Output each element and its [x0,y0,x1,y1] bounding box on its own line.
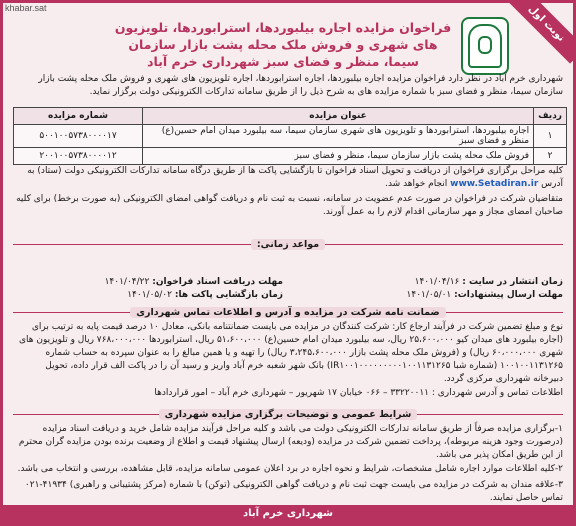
registration-paragraph: متقاضیان شرکت در فراخوان در صورت عدم عضویت در سامانه، نسبت به ثبت نام و دریافت گواهی امضای الکترونیکی (به صورت برخط) برای کلیه صاحبان امضای مجاز و مهر سازمانی اقدام لازم را به عمل آورند. [16,194,563,217]
terms-item-1: ۱-برگزاری مزایده صرفاً از طریق سامانه تدارکات الکترونیکی دولت می باشد و کلیه مراحل فرآیند مزایده شامل خرید و دریافت اسناد مزایده (درصورت وجود هزینه مربوطه)، پرداخت تضمین شرکت در مزایده (ودیعه) ارسال پیشنهاد قیمت و اطلاع از وضعیت برنده بودن مزایده گران محترم از این طریق امکان پذیر می باشد. [18,424,563,460]
doc-deadline: مهلت دریافت اسناد فراخوان: ۱۴۰۱/۰۴/۲۲ [104,277,283,287]
auction-table [13,107,567,165]
header-auction-number: شماره مزایده [14,108,143,125]
row-auction-number: ۵۰۰۱۰۰۵۷۳۸۰۰۰۰۱۷ [14,125,143,148]
logo-emblem-icon [468,24,502,68]
row-number: ۲ [534,148,567,165]
setad-link[interactable]: www.Setadiran.ir [450,179,539,189]
header-subject: عنوان مزایده [143,108,534,125]
publish-date: زمان انتشار در سایت : ۱۴۰۱/۰۴/۱۶ [414,277,563,287]
municipality-logo [461,17,509,75]
table-row [14,125,567,148]
table-row [14,148,567,165]
terms-heading: شرایط عمومی و توضیحات برگزاری مزایده شهرداری [159,409,418,420]
guarantee-heading: ضمانت نامه شرکت در مزایده و آدرس و اطلاعات تماس شهرداری [130,307,445,318]
row-auction-number: ۲۰۰۱۰۰۵۷۳۸۰۰۰۰۱۲ [14,148,143,165]
guarantee-paragraph: نوع و مبلغ تضمین شرکت در فرآیند ارجاع کار: شرکت کنندگان در مزایده می بایست ضمانتنامه بانکی، معادل ۱۰ درصد قیمت پایه به ترتیب برای (اجاره بیلبورد های میدان کیو ۲۵،۶۰۰،۰۰۰ ریال، سه بیلبورد میدان امام حسین(ع) ۵۱،۶۰۰،۰۰۰ ریال، استرابوردها ۷۶۸،۰۰۰،۰۰۰ ریال و تلویزیون های شهری ۶۰،۰۰۰،۰۰۰ ریال) و (فروش ملک محله پشت بازار ۳،۲۴۵،۶۰۰،۰۰۰ ریال) را تهیه و یا همین مبالغ را به عنوان سپرده به حساب شماره ۱۰۰۱۰۰۱۱۳۱۲۶۵ (شماره شبا IR۱۰۰۱۰۰۰۰۰۰۰۰۰۱۰۰۱۱۳۱۲۶۵) بانک شهر شعبه خرم آباد واریز و رسید آن را در پاکت الف قرار داده، تحویل دبیرخانه شهرداری مرکزی گردد. [18,322,563,384]
terms-section-header [13,407,563,421]
intro-paragraph: شهرداری خرم آباد در نظر دارد فراخوان مزایده اجاره بیلبوردها، اجاره استرابوردها، اجاره تلویزیون های شهری و فروش ملک محله پشت بازار سازمان سیما، منظر و فضای سبز با شماره مزایده های به شرح ذیل را از طریق سامانه تدارکات الکترونیکی دولت برگزار نماید. [38,74,563,97]
timing-heading: مواعد زمانی: [251,239,325,250]
submit-deadline: مهلت ارسال پیشنهادات: ۱۴۰۱/۰۵/۰۱ [406,290,563,300]
site-watermark: khabar.sat [5,3,47,13]
row-number: ۱ [534,125,567,148]
opening-date: زمان بازگشایی پاکت ها: ۱۴۰۱/۰۵/۰۲ [127,290,283,300]
first-notice-ribbon: نوبت اول [506,0,576,64]
header-row-number: ردیف [534,108,567,125]
row-subject: اجاره بیلبوردها، استرابوردها و تلویزیون های شهری سازمان سیما، سه بیلبورد میدان امام حسین(ع) منظر و فضای سبز [143,125,534,148]
timing-block [13,277,563,307]
footer-banner: شهرداری خرم آباد [3,505,573,523]
setad-text-end: انجام خواهد شد. [385,179,448,189]
terms-item-3: ۳-علاقه مندان به شرکت در مزایده می بایست جهت ثبت نام و دریافت گواهی الکترونیکی (توکن) با شماره (مرکز پشتیبانی و راهبری) ۴۱۹۳۴-۰۲۱ تماس حاصل نمایند. [24,480,563,503]
contact-paragraph: اطلاعات تماس و آدرس شهرداری : ۳۳۲۲۰۰۱۱ – ۰۶۶ خیابان ۱۷ شهریور – شهرداری خرم آباد – امور قراردادها [154,388,563,398]
setad-text: کلیه مراحل برگزاری فراخوان از دریافت و تحویل اسناد فراخوان تا بازگشایی پاکت ها از طریق درگاه سامانه تدارکات الکترونیکی دولت (ستاد) به آدرس [27,166,563,189]
row-subject: فروش ملک محله پشت بازار سازمان سیما، منظر و فضای سبز [143,148,534,165]
timing-section-header [13,237,563,251]
table-header-row [14,108,567,125]
guarantee-section-header [13,305,563,319]
setad-paragraph [13,165,563,191]
announcement-title: فراخوان مزایده اجاره بیلبوردها، استرابوردها، تلویزیون های شهری و فروش ملک محله پشت بازار سازمان سیما، منظر و فضای سبز شهرداری خرم آباد [114,20,452,69]
terms-item-2: ۲-کلیه اطلاعات موارد اجاره شامل مشخصات، شرایط و نحوه اجاره در برد اعلان عمومی سامانه مزایده، قابل مشاهده، بررسی و انتخاب می باشد. [17,464,563,474]
